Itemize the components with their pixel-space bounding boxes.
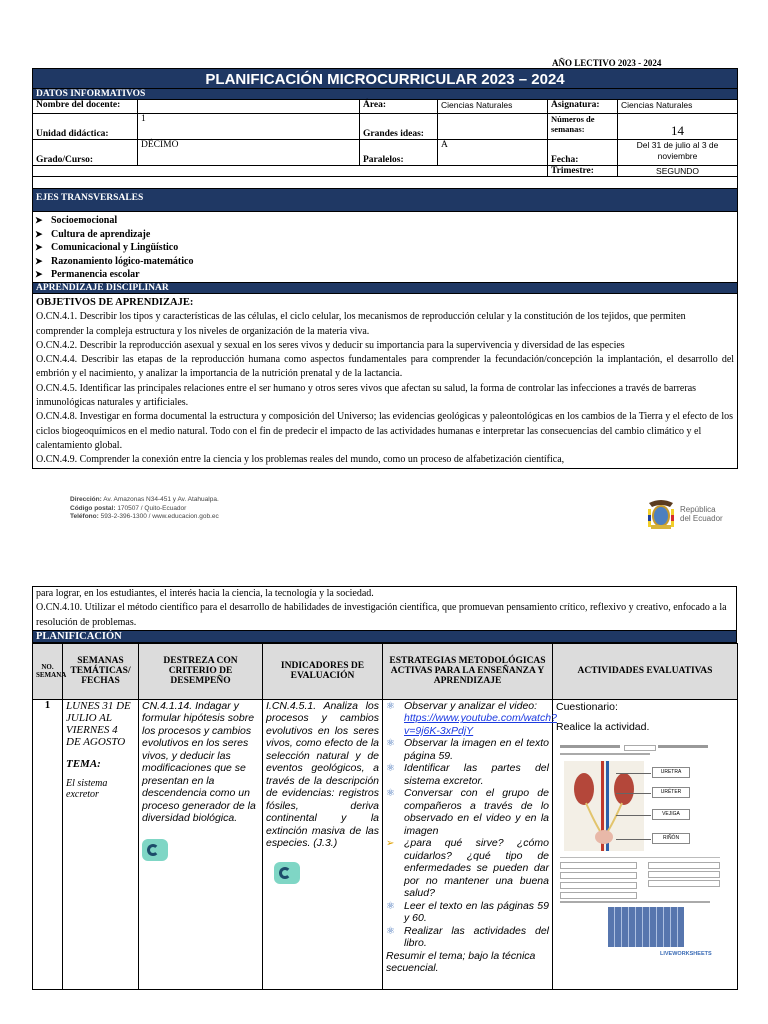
bullet-icon: ⚛ bbox=[386, 900, 395, 912]
objetivos-heading: OBJETIVOS DE APRENDIZAJE: bbox=[36, 296, 194, 308]
col-header-indicadores: INDICADORES DE EVALUACIÓN bbox=[263, 643, 383, 699]
brand-line-1: República bbox=[680, 505, 716, 514]
worksheet-box: URETRA bbox=[652, 767, 690, 778]
estrategia-item: ⚛ Observar y analizar el video: https://www.youtube.com/watch?v=9j6K-3xPdjY bbox=[386, 699, 557, 737]
direccion-value: Av. Amazonas N34-451 y Av. Atahualpa. bbox=[103, 496, 219, 503]
bullet-icon: ⚛ bbox=[386, 700, 395, 712]
year-label: AÑO LECTIVO 2023 - 2024 bbox=[552, 58, 662, 68]
estrategia-item: ⚛ Realizar las actividades del libro. bbox=[386, 924, 549, 950]
chat-icon[interactable] bbox=[274, 862, 300, 884]
col-header-destreza: DESTREZA CON CRITERIO DE DESEMPEÑO bbox=[139, 643, 263, 699]
document-title: PLANIFICACIÓN MICROCURRICULAR 2023 – 2024 bbox=[33, 69, 738, 89]
datos-table bbox=[32, 68, 738, 469]
label-semanas: Números de semanas: bbox=[548, 114, 618, 140]
table-row bbox=[33, 699, 738, 989]
worksheet-brand: LIVEWORKSHEETS bbox=[660, 950, 712, 957]
label-area: Área: bbox=[360, 100, 438, 114]
value-asignatura: Ciencias Naturales bbox=[618, 100, 738, 114]
worksheet-box: VEJIGA bbox=[652, 809, 690, 820]
objetivo-item: O.CN.4.5. Identificar las principales relaciones entre el ser humano y otros seres vivos que afectan su salud, la forma de controlar las infecciones a través de barreras inmunológicas naturales y artificiales. bbox=[36, 382, 697, 409]
continuation-table bbox=[32, 586, 737, 643]
estrategias-list bbox=[386, 699, 557, 950]
cell-estrategias bbox=[383, 699, 557, 989]
cell-no: 1 bbox=[33, 699, 63, 989]
estrategia-item: ➢ ¿para qué sirve? ¿cómo cuidarlos? ¿qué tipo de enfermedades se pueden dar por no mantener una buena salud? bbox=[386, 837, 549, 900]
tema-text: El sistema excretor bbox=[66, 777, 108, 800]
bullet-icon: ⚛ bbox=[386, 738, 395, 750]
objetivo-item: O.CN.4.4. Describir las etapas de la reproducción humana como aspectos fundamentales para comprender la fecundación/concepción la implantación, el desarrollo del embrión y el nacimiento, y analizar la importancia de la nutrición prenatal y de la lactancia. bbox=[36, 354, 735, 380]
telefono-label: Teléfono: bbox=[70, 513, 99, 520]
objetivo-item: O.CN.4.9. Comprender la conexión entre la ciencia y los problemas reales del mundo, como un proceso de alfabetización científica, bbox=[36, 454, 565, 466]
arrow-icon: ➢ bbox=[386, 838, 395, 850]
value-grandes bbox=[438, 114, 548, 140]
actividad-2: Realice la actividad. bbox=[556, 720, 650, 733]
telefono-value: 593-2-396-1300 / www.educacion.gob.ec bbox=[100, 513, 219, 520]
eje-item: ➤ Socioemocional bbox=[33, 214, 737, 228]
value-docente bbox=[138, 100, 360, 114]
direccion-label: Dirección: bbox=[70, 496, 102, 503]
tema-label: TEMA: bbox=[66, 757, 101, 770]
value-trimestre: SEGUNDO bbox=[618, 166, 738, 177]
objetivo-item: O.CN.4.2. Describir la reproducción asexual y sexual en los seres vivos y deducir su importancia para la supervivencia y diversidad de las especies bbox=[36, 339, 625, 351]
eje-item: ➤ Cultura de aprendizaje bbox=[33, 228, 737, 242]
fecha-text: LUNES 31 DE JULIO AL VIERNES 4 DE AGOSTO bbox=[66, 699, 131, 748]
col-header-estrategias: ESTRATEGIAS METODOLÓGICAS ACTIVAS PARA LA ENSEÑANZA Y APRENDIZAJE bbox=[383, 643, 553, 699]
objetivo-item: O.CN.4.8. Investigar en forma documental la estructura y composición del Universo; las evidencias geológicas y paleontológicas en los cambios de la Tierra y el efecto de los ciclos biogeoquímicos en el medio natural. Todo con el fin de predecir el impacto de las actividades humanas e interpretar las consecuencias del cambio climático y el calentamiento global. bbox=[36, 411, 734, 451]
eje-item: ➤ Razonamiento lógico-matemático bbox=[33, 255, 737, 269]
label-grado: Grado/Curso: bbox=[33, 140, 138, 166]
ejes-list bbox=[33, 214, 737, 282]
postal-label: Código postal: bbox=[70, 504, 116, 512]
video-link[interactable]: https://www.youtube.com/watch?v=9j6K-3xPdjY bbox=[404, 712, 557, 737]
label-fecha: Fecha: bbox=[548, 140, 618, 166]
page-2 bbox=[32, 586, 737, 990]
chat-icon[interactable] bbox=[142, 839, 168, 861]
objetivo-cont: para lograr, en los estudiantes, el interés hacia la ciencia, la tecnología y la sociedad. bbox=[36, 588, 374, 599]
kidney-diagram-icon bbox=[564, 761, 644, 851]
estrategia-item: ⚛ Identificar las partes del sistema excretor. bbox=[386, 762, 549, 787]
cell-indicador bbox=[263, 699, 383, 989]
coat-of-arms-icon bbox=[646, 497, 676, 531]
eje-item: ➤ Comunicacional y Lingüístico bbox=[33, 241, 737, 255]
cell-actividades bbox=[553, 699, 738, 989]
label-unidad: Unidad didáctica: bbox=[33, 114, 138, 140]
value-fecha: Del 31 de julio al 3 de noviembre bbox=[618, 140, 738, 166]
cell-fecha bbox=[63, 699, 139, 989]
estrategia-item: ⚛ Conversar con el grupo de compañeros a través de lo observado en el video y en la imagen bbox=[386, 787, 549, 837]
objetivos-block bbox=[33, 293, 738, 468]
postal-value: 170507 / Quito-Ecuador bbox=[117, 504, 187, 512]
planificacion-heading: PLANIFICACIÓN bbox=[33, 630, 737, 642]
worksheet-image[interactable] bbox=[556, 743, 726, 963]
ecuador-logo bbox=[646, 497, 736, 533]
value-unidad: 1 bbox=[138, 114, 360, 140]
objetivo-item: O.CN.4.1. Describir los tipos y características de las células, el ciclo celular, los mecanismos de reproducción celular y la constitución de los tejidos, que permiten comprender la compleja estructura y los niveles de organización de la materia viva. bbox=[36, 311, 686, 337]
ejes-heading: EJES TRANSVERSALES bbox=[33, 189, 738, 212]
label-paralelos: Paralelos: bbox=[360, 140, 438, 166]
value-semanas: 14 bbox=[618, 114, 738, 140]
value-area: Ciencias Naturales bbox=[438, 100, 548, 114]
bullet-icon: ⚛ bbox=[386, 763, 395, 775]
label-asignatura: Asignatura: bbox=[548, 100, 618, 114]
objetivo-item: O.CN.4.10. Utilizar el método científico para el desarrollo de habilidades de investigación científica, que promuevan pensamiento crítico, reflexivo y creativo, enfocado a la resolución de problemas. bbox=[36, 602, 727, 628]
col-header-actividades: ACTIVIDADES EVALUATIVAS bbox=[553, 643, 738, 699]
planificacion-table bbox=[32, 643, 738, 990]
bullet-icon: ⚛ bbox=[386, 925, 395, 937]
label-trimestre: Trimestre: bbox=[548, 166, 618, 177]
indicador-text: I.CN.4.5.1. Analiza los procesos y cambios evolutivos en los seres vivos, como efecto de la selección natural y de eventos geológicos, a través de la descripción de evidencias: registros fósiles, deriva continental y la extinción masiva de las especies. (J.3.) bbox=[266, 699, 379, 850]
brand-line-2: del Ecuador bbox=[680, 514, 723, 523]
word-search-grid bbox=[608, 907, 684, 947]
worksheet-box: RIÑÓN bbox=[652, 833, 690, 844]
resumen-text: Resumir el tema; bajo la técnica secuencial. bbox=[386, 949, 536, 975]
destreza-text: CN.4.1.14. Indagar y formular hipótesis sobre los procesos y cambios evolutivos en los seres vivos, y deducir las modificaciones que se presentan en la descendencia como un proceso generador de la diversidad biológica. bbox=[142, 699, 256, 825]
eje-item: ➤ Permanencia escolar bbox=[33, 268, 737, 282]
cell-destreza bbox=[139, 699, 263, 989]
actividad-1: Cuestionario: bbox=[556, 700, 618, 713]
col-header-no: NO. SEMANA bbox=[33, 643, 63, 699]
objetivos-continuation bbox=[33, 587, 737, 631]
estrategia-item: ⚛ Observar la imagen en el texto página 59. bbox=[386, 737, 549, 762]
value-grado: DÉCIMO bbox=[138, 140, 360, 166]
page-1-header bbox=[32, 68, 737, 469]
bullet-icon: ⚛ bbox=[386, 788, 395, 800]
label-docente: Nombre del docente: bbox=[33, 100, 138, 114]
aprendizaje-heading: APRENDIZAJE DISCIPLINAR bbox=[33, 282, 738, 293]
datos-heading: DATOS INFORMATIVOS bbox=[33, 89, 738, 100]
footer-address bbox=[70, 496, 219, 522]
value-paralelos: A bbox=[438, 140, 548, 166]
col-header-semanas: SEMANAS TEMÁTICAS/ FECHAS bbox=[63, 643, 139, 699]
label-grandes: Grandes ideas: bbox=[360, 114, 438, 140]
worksheet-box: URÉTER bbox=[652, 787, 690, 798]
estrategia-item: ⚛ Leer el texto en las páginas 59 y 60. bbox=[386, 899, 549, 925]
